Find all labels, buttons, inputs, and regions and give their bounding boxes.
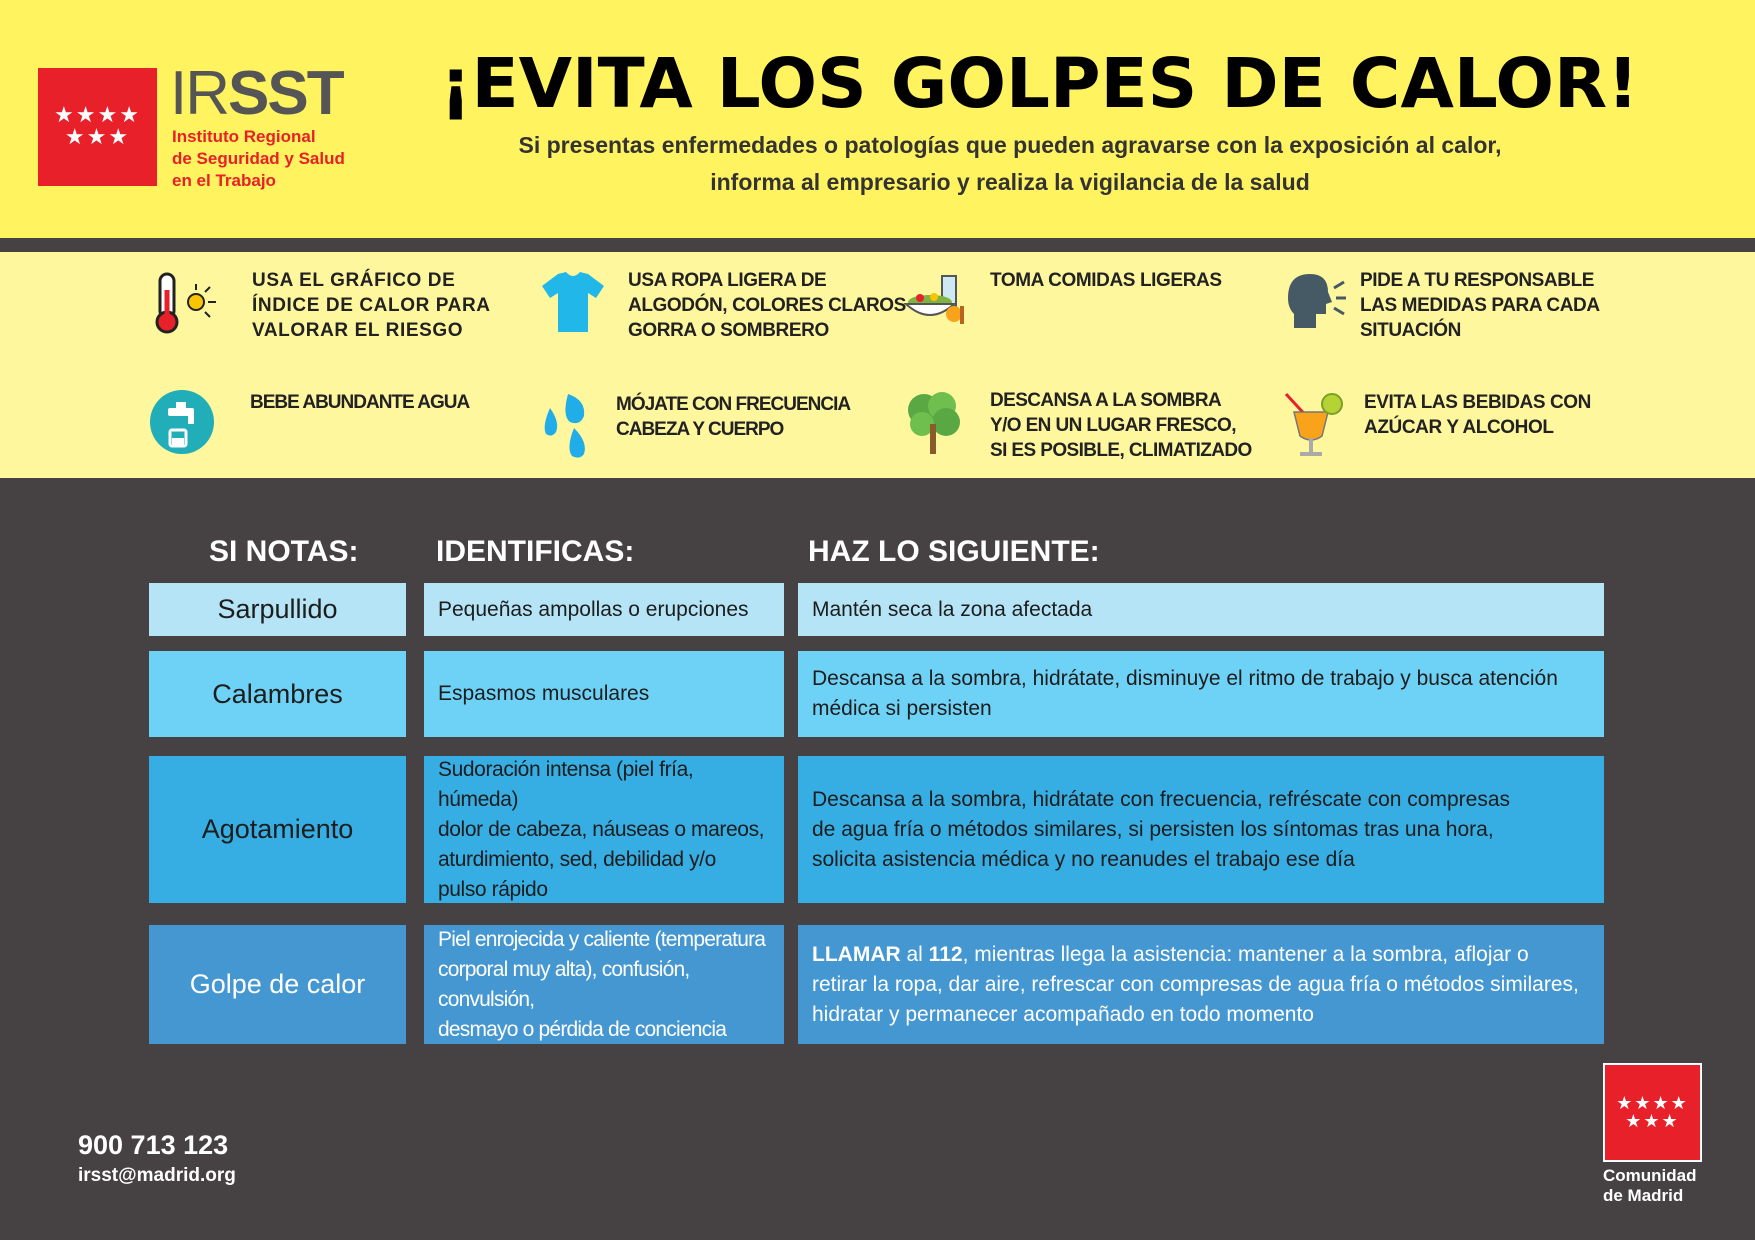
tip-rest-shade: DESCANSA A LA SOMBRA Y/O EN UN LUGAR FRESCO, SI ES POSIBLE, CLIMATIZADO xyxy=(902,388,1252,463)
identify-cell: Espasmos musculares xyxy=(424,651,784,737)
cocktail-icon xyxy=(1280,390,1350,460)
identify-cell: Piel enrojecida y caliente (temperatura corporal muy alta), confusión, convulsión, desmayo o pérdida de conciencia xyxy=(424,925,784,1044)
symptom-cell: Agotamiento xyxy=(149,756,406,903)
symptom-cell: Golpe de calor xyxy=(149,925,406,1044)
comunidad-madrid-label: Comunidad de Madrid xyxy=(1603,1166,1697,1205)
tip-ask-supervisor: PIDE A TU RESPONSABLE LAS MEDIDAS PARA CADA SITUACIÓN xyxy=(1278,268,1600,343)
tip-wet-body: MÓJATE CON FRECUENCIA CABEZA Y CUERPO xyxy=(540,392,850,462)
irsst-fullname: Instituto Regional de Seguridad y Salud en el Trabajo xyxy=(172,127,345,190)
header-identify: IDENTIFICAS: xyxy=(436,535,635,568)
water-drops-icon xyxy=(540,392,610,462)
action-cell: Mantén seca la zona afectada xyxy=(798,583,1604,636)
tip-light-clothing: USA ROPA LIGERA DE ALGODÓN, COLORES CLAROS GORRA O SOMBRERO xyxy=(538,268,906,343)
tshirt-icon xyxy=(538,268,608,338)
header-symptom: SI NOTAS: xyxy=(209,535,359,568)
identify-cell: Sudoración intensa (piel fría, húmeda) dolor de cabeza, náuseas o mareos, aturdimiento, sed, debilidad y/o pulso rápido xyxy=(424,756,784,903)
stars-icon: ★★★ xyxy=(1625,1110,1680,1132)
action-cell: Descansa a la sombra, hidrátate con frecuencia, refréscate con compresas de agua fría o métodos similares, si persisten los síntomas tras una hora, solicita asistencia médica y no reanudes el trabajo ese día xyxy=(798,756,1604,903)
action-cell: Descansa a la sombra, hidrátate, disminuye el ritmo de trabajo y busca atención médica si persisten xyxy=(798,651,1604,737)
water-tap-icon xyxy=(150,390,220,460)
page-subtitle: Si presentas enfermedades o patologías que pueden agravarse con la exposición al calor, informa al empresario y realiza la vigilancia de la salud xyxy=(518,132,1502,195)
thermometer-sun-icon xyxy=(150,268,220,338)
comunidad-madrid-logo xyxy=(1603,1063,1702,1162)
speaking-head-icon xyxy=(1278,268,1348,338)
tip-heat-index: USA EL GRÁFICO DE ÍNDICE DE CALOR PARA VALORAR EL RIESGO xyxy=(150,268,491,343)
contact-phone: 900 713 123 xyxy=(78,1130,229,1160)
stars-icon: ★★★ xyxy=(64,125,131,150)
action-cell: LLAMAR al 112, mientras llega la asistencia: mantener a la sombra, aflojar o retirar la ropa, dar aire, refrescar con compresas de agua fría o métodos similares, hidratar y permanecer acompañado en todo momento xyxy=(798,925,1604,1044)
identify-cell: Pequeñas ampollas o erupciones xyxy=(424,583,784,636)
irsst-logo-flag xyxy=(38,68,157,186)
divider-bar xyxy=(0,238,1755,252)
tip-drink-water: BEBE ABUNDANTE AGUA xyxy=(150,390,469,460)
tip-avoid-sugar-alcohol: EVITA LAS BEBIDAS CON AZÚCAR Y ALCOHOL xyxy=(1280,390,1591,460)
page-title: ¡EVITA LOS GOLPES DE CALOR! xyxy=(440,44,1639,124)
contact-email: irsst@madrid.org xyxy=(78,1165,236,1186)
light-meal-icon xyxy=(902,268,972,338)
stars-icon: ★★★★ xyxy=(1616,1092,1689,1114)
irsst-brand: IRSST xyxy=(170,59,343,128)
symptom-cell: Calambres xyxy=(149,651,406,737)
tip-light-meals: TOMA COMIDAS LIGERAS xyxy=(902,268,1222,338)
tree-shade-icon xyxy=(902,388,972,458)
symptom-cell: Sarpullido xyxy=(149,583,406,636)
stars-icon: ★★★★ xyxy=(54,103,141,128)
header-action: HAZ LO SIGUIENTE: xyxy=(808,535,1100,568)
